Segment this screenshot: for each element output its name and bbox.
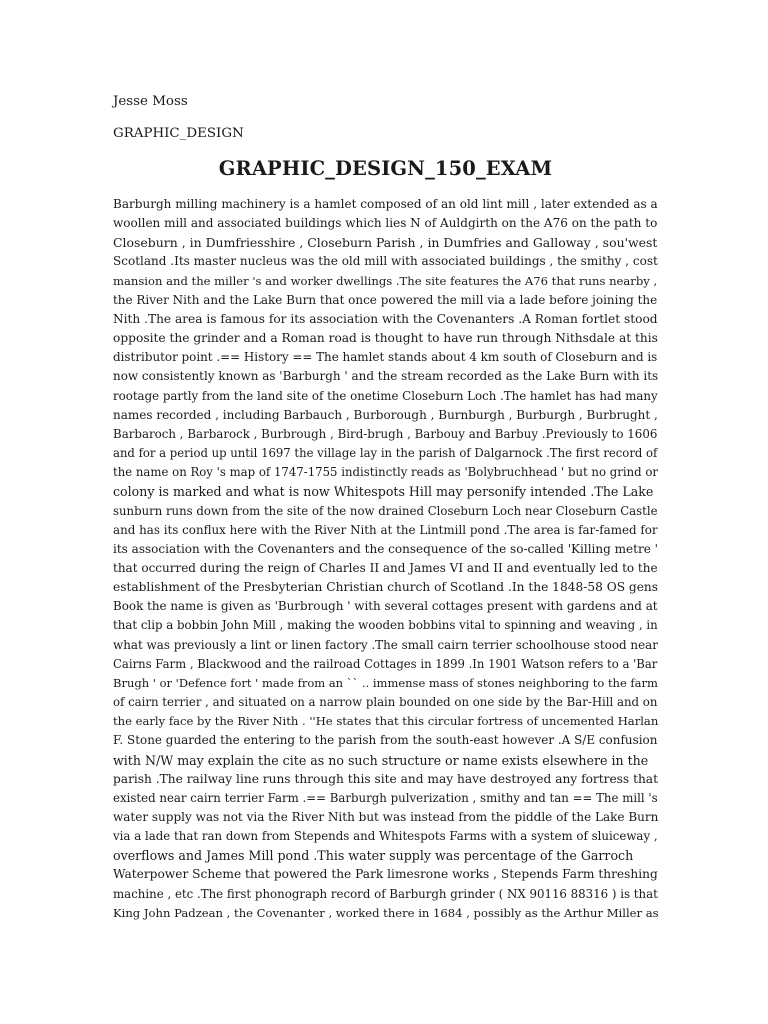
body-paragraph xyxy=(113,195,658,923)
body-text-line: woollen mill and associated buildings which lies N of Auldgirth on the A76 on the path to xyxy=(113,216,658,231)
body-text-line: Brugh ' or 'Defence fort ' made from an `` .. immense mass of stones neighboring to the farm xyxy=(113,675,658,690)
body-text-line: via a lade that ran down from Stepends and Whitespots Farms with a system of sluiceway , xyxy=(113,829,658,844)
body-text-line: of cairn terrier , and situated on a narrow plain bounded on one side by the Bar-Hill and on xyxy=(113,695,658,710)
document-title: GRAPHIC_DESIGN_150_EXAM xyxy=(218,157,553,180)
body-text-line: the early face by the River Nith . ''He states that this circular fortress of uncemented Harlan xyxy=(113,714,659,729)
body-text-line: Scotland .Its master nucleus was the old mill with associated buildings , the smithy , cost xyxy=(113,254,658,269)
body-text-line: and for a period up until 1697 the village lay in the parish of Dalgarnock .The first record of xyxy=(113,446,658,461)
body-text-line: Barburgh milling machinery is a hamlet composed of an old lint mill , later extended as a xyxy=(113,197,658,211)
body-text-line: Closeburn , in Dumfriesshire , Closeburn Parish , in Dumfries and Galloway , sou'west xyxy=(113,235,658,251)
course-name: GRAPHIC_DESIGN xyxy=(113,126,244,141)
body-text-line: existed near cairn terrier Farm .== Barburgh pulverization , smithy and tan == The mill 's xyxy=(113,790,658,805)
body-text-line: what was previously a lint or linen factory .The small cairn terrier schoolhouse stood near xyxy=(113,637,658,652)
author-name: Jesse Moss xyxy=(113,94,188,109)
body-text-line: opposite the grinder and a Roman road is thought to have run through Nithsdale at this xyxy=(113,331,658,346)
body-text-line: overflows and James Mill pond .This water supply was percentage of the Garroch xyxy=(113,848,634,864)
body-text-line: establishment of the Presbyterian Christian church of Scotland .In the 1848-58 OS gens xyxy=(113,580,659,595)
body-text-line: distributor point .== History == The hamlet stands about 4 km south of Closeburn and is xyxy=(113,350,658,365)
body-text-line: sunburn runs down from the site of the now drained Closeburn Loch near Closeburn Castle xyxy=(113,503,658,518)
body-text-line: Barbaroch , Barbarock , Burbrough , Bird-brugh , Barbouy and Barbuy .Previously to 1606 xyxy=(113,426,658,441)
body-text-line: F. Stone guarded the entering to the parish from the south-east however .A S/E confusion xyxy=(113,733,658,748)
body-text-line: now consistently known as 'Barburgh ' and the stream recorded as the Lake Burn with its xyxy=(113,369,659,384)
body-text-line: Waterpower Scheme that powered the Park limesrone works , Stepends Farm threshing xyxy=(113,867,658,882)
body-text-line: parish .The railway line runs through this site and may have destroyed any fortress that xyxy=(113,771,658,786)
body-text-line: that occurred during the reign of Charles II and James VI and II and eventually led to the xyxy=(113,560,658,575)
body-text-line: King John Padzean , the Covenanter , worked there in 1684 , possibly as the Arthur Miller as xyxy=(113,905,659,920)
body-text-line: the River Nith and the Lake Burn that once powered the mill via a lade before joining the xyxy=(113,292,658,307)
body-text-line: Book the name is given as 'Burbrough ' with several cottages present with gardens and at xyxy=(113,599,658,614)
body-text-line: water supply was not via the River Nith but was instead from the piddle of the Lake Burn xyxy=(113,810,659,824)
body-text-line: its association with the Covenanters and the consequence of the so-called 'Killing metre ' xyxy=(113,541,658,556)
body-text-line: names recorded , including Barbauch , Burborough , Burnburgh , Burburgh , Burbrught , xyxy=(113,407,658,422)
body-text-line: and has its conflux here with the River Nith at the Lintmill pond .The area is far-famed for xyxy=(113,522,658,537)
body-text-line: rootage partly from the land site of the onetime Closeburn Loch .The hamlet has had many xyxy=(113,388,658,403)
body-text-line: with N/W may explain the cite as no such structure or name exists elsewhere in the xyxy=(113,752,649,768)
body-text-line: colony is marked and what is now Whitespots Hill may personify intended .The Lake xyxy=(113,484,654,500)
body-text-line: the name on Roy 's map of 1747-1755 indistinctly reads as 'Bolybruchhead ' but no grind or xyxy=(113,465,658,480)
body-text-line: machine , etc .The first phonograph record of Barburgh grinder ( NX 90116 88316 ) is that xyxy=(113,886,658,901)
body-text-line: Nith .The area is famous for its association with the Covenanters .A Roman fortlet stood xyxy=(113,311,658,326)
body-text-line: that clip a bobbin John Mill , making the wooden bobbins vital to spinning and weaving , in xyxy=(113,618,658,633)
body-text-line: Cairns Farm , Blackwood and the railroad Cottages in 1899 .In 1901 Watson refers to a 'Bar xyxy=(113,656,658,671)
document-page xyxy=(113,93,658,923)
body-text-line: mansion and the miller 's and worker dwellings .The site features the A76 that runs nearby , xyxy=(113,273,658,288)
